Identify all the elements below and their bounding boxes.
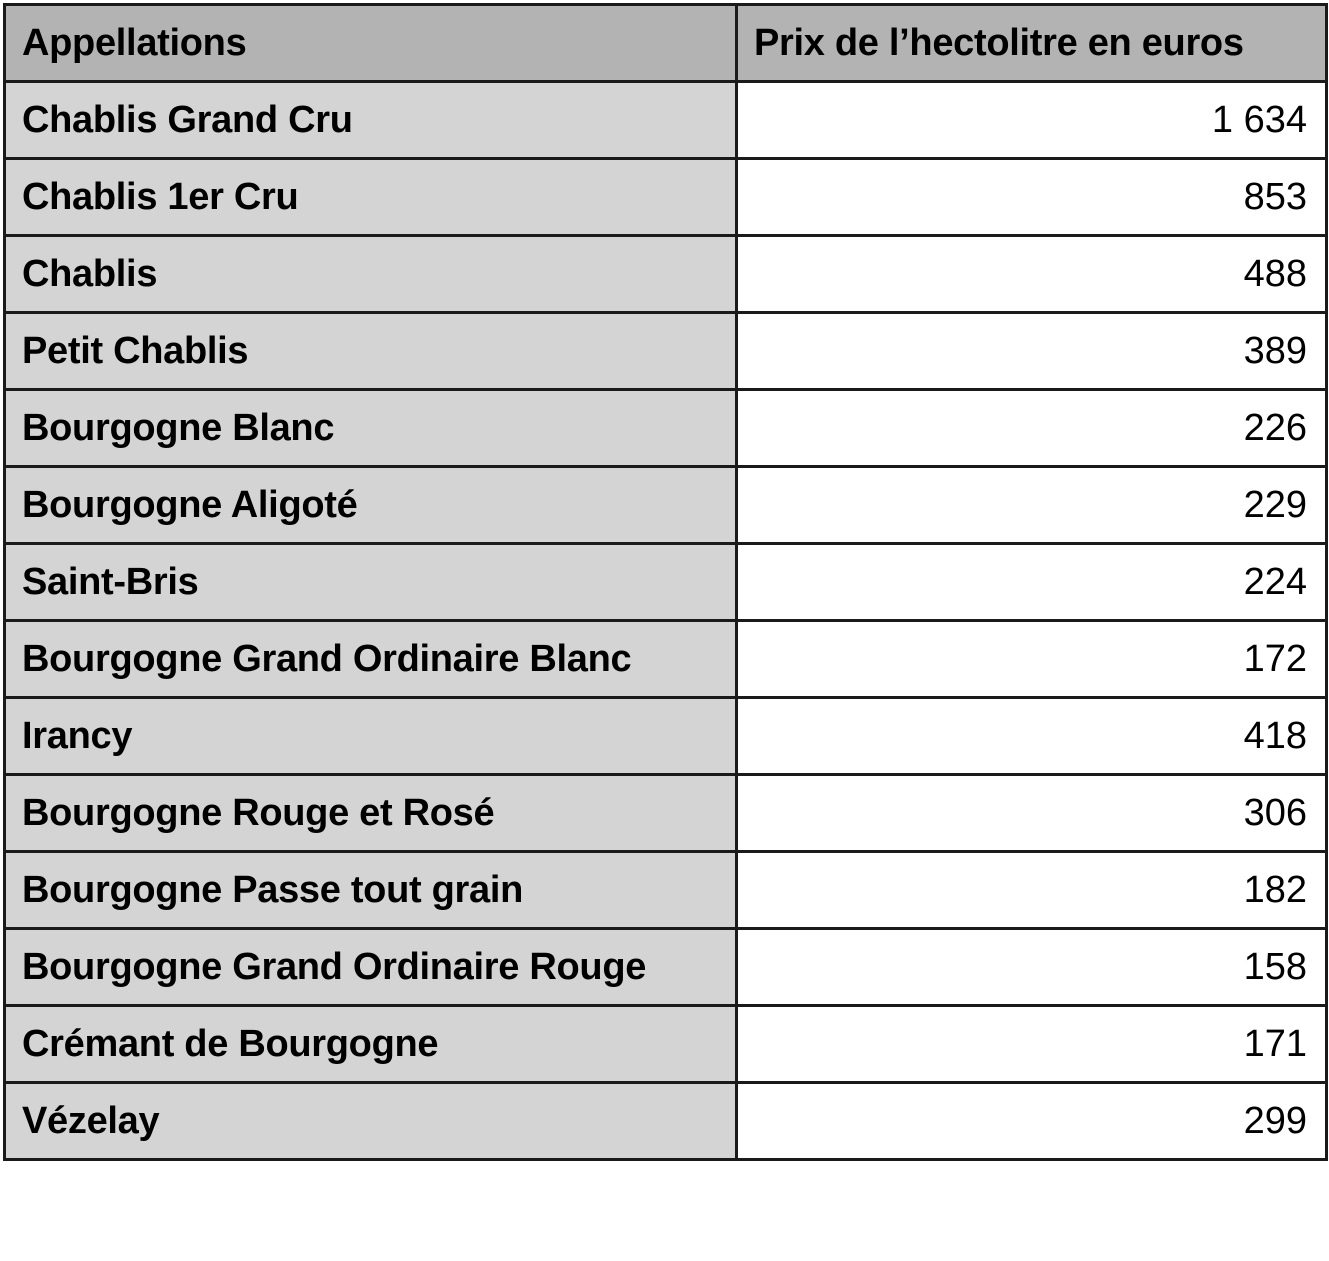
price-cell: 158 [737, 929, 1327, 1006]
appellation-cell: Bourgogne Aligoté [5, 467, 737, 544]
appellation-cell: Crémant de Bourgogne [5, 1006, 737, 1083]
table-row [5, 698, 1327, 775]
appellation-cell: Saint-Bris [5, 544, 737, 621]
table-row [5, 82, 1327, 159]
table-header [5, 5, 1327, 82]
price-cell: 389 [737, 313, 1327, 390]
table-row [5, 159, 1327, 236]
table-row [5, 236, 1327, 313]
price-table [3, 3, 1328, 1161]
table-row [5, 1083, 1327, 1160]
price-cell: 172 [737, 621, 1327, 698]
table-row [5, 621, 1327, 698]
table-row [5, 467, 1327, 544]
price-cell: 488 [737, 236, 1327, 313]
appellation-cell: Bourgogne Rouge et Rosé [5, 775, 737, 852]
price-cell: 182 [737, 852, 1327, 929]
table-row [5, 390, 1327, 467]
price-cell: 229 [737, 467, 1327, 544]
price-cell: 1 634 [737, 82, 1327, 159]
price-cell: 224 [737, 544, 1327, 621]
appellation-cell: Vézelay [5, 1083, 737, 1160]
appellation-cell: Chablis Grand Cru [5, 82, 737, 159]
table-row [5, 313, 1327, 390]
table-row [5, 852, 1327, 929]
appellation-cell: Bourgogne Grand Ordinaire Rouge [5, 929, 737, 1006]
header-price: Prix de l’hectolitre en euros [737, 5, 1327, 82]
table-row [5, 1006, 1327, 1083]
table-row [5, 544, 1327, 621]
header-row [5, 5, 1327, 82]
price-cell: 299 [737, 1083, 1327, 1160]
price-cell: 853 [737, 159, 1327, 236]
appellation-cell: Bourgogne Passe tout grain [5, 852, 737, 929]
price-cell: 226 [737, 390, 1327, 467]
appellation-cell: Bourgogne Grand Ordinaire Blanc [5, 621, 737, 698]
price-cell: 418 [737, 698, 1327, 775]
table-row [5, 775, 1327, 852]
price-cell: 171 [737, 1006, 1327, 1083]
price-cell: 306 [737, 775, 1327, 852]
appellation-cell: Bourgogne Blanc [5, 390, 737, 467]
appellation-cell: Petit Chablis [5, 313, 737, 390]
table-row [5, 929, 1327, 1006]
appellation-cell: Chablis 1er Cru [5, 159, 737, 236]
header-appellations: Appellations [5, 5, 737, 82]
appellation-cell: Chablis [5, 236, 737, 313]
table-body [5, 82, 1327, 1160]
appellation-cell: Irancy [5, 698, 737, 775]
